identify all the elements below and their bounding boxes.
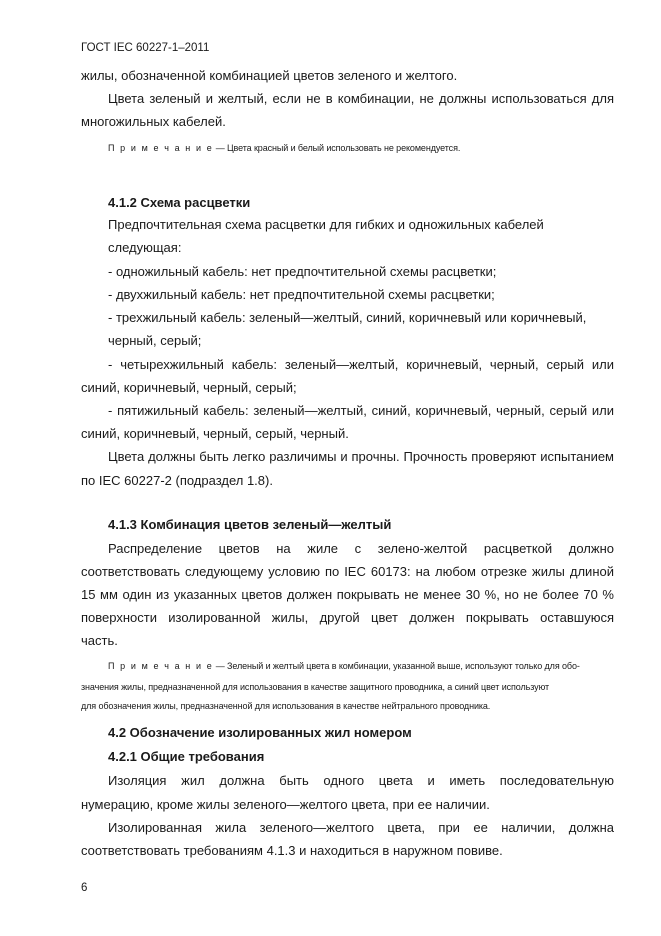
section-4-1-3-heading: 4.1.3 Комбинация цветов зеленый—желтый <box>108 517 392 532</box>
s413-line-4: поверхности изолированной жилы, другой цвет должен покрывать оставшуюся <box>81 610 614 625</box>
s421-line-1: Изоляция жил должна быть одного цвета и иметь последовательную <box>108 773 614 788</box>
s413-line-3: 15 мм один из указанных цветов должен покрывать не менее 30 %, но не более 70 % <box>81 587 614 602</box>
s421-line-4: соответствовать требованиям 4.1.3 и находиться в наружном повиве. <box>81 843 503 858</box>
section-4-1-2-heading: 4.1.2 Схема расцветки <box>108 195 251 210</box>
s413-line-5: часть. <box>81 633 118 648</box>
s412-line-2: следующая: <box>108 240 182 255</box>
s412-line-11: Цвета должны быть легко различимы и прочны. Прочность проверяют испытанием <box>108 449 614 464</box>
note-2-line-1 <box>108 661 580 672</box>
s421-line-3: Изолированная жила зеленого—желтого цвета, при ее наличии, должна <box>108 820 614 835</box>
s412-line-4: - двухжильный кабель: нет предпочтительной схемы расцветки; <box>108 287 495 302</box>
section-4-2-heading: 4.2 Обозначение изолированных жил номером <box>108 725 412 740</box>
s412-line-6: черный, серый; <box>108 333 202 348</box>
s421-line-2: нумерацию, кроме жилы зеленого—желтого цвета, при ее наличии. <box>81 797 490 812</box>
s413-line-1: Распределение цветов на жиле с зелено-желтой расцветкой должно <box>108 541 614 556</box>
page-number: 6 <box>81 882 88 894</box>
note-1-text: — Цвета красный и белый использовать не рекомендуется. <box>213 143 461 153</box>
note-1-label: П р и м е ч а н и е <box>108 143 214 153</box>
s412-line-9: - пятижильный кабель: зеленый—желтый, синий, коричневый, черный, серый или <box>108 403 614 418</box>
intro-line-1: жилы, обозначенной комбинацией цветов зеленого и желтого. <box>81 68 458 83</box>
intro-line-2: Цвета зеленый и желтый, если не в комбинации, не должны использоваться для <box>108 91 614 106</box>
note-2-label: П р и м е ч а н и е <box>108 661 214 671</box>
note-2-text-1: — Зеленый и желтый цвета в комбинации, указанной выше, используют только для обо- <box>213 661 580 671</box>
note-2-line-3: для обозначения жилы, предназначенной для использования в качестве нейтрального проводника. <box>81 701 491 711</box>
s413-line-2: соответствовать следующему условию по IEC 60173: на любом отрезке жилы длиной <box>81 564 614 579</box>
s412-line-8: синий, коричневый, черный, серый; <box>81 380 297 395</box>
note-2-line-2: значения жилы, предназначенной для использования в качестве защитного проводника, а синий цвет используют <box>81 682 550 692</box>
s412-line-10: синий, коричневый, черный, серый, черный. <box>81 426 349 441</box>
document-header: ГОСТ IEC 60227-1–2011 <box>81 42 210 54</box>
intro-line-3: многожильных кабелей. <box>81 114 226 129</box>
note-1 <box>108 143 460 154</box>
section-4-2-1-heading: 4.2.1 Общие требования <box>108 749 265 764</box>
s412-line-3: - одножильный кабель: нет предпочтительной схемы расцветки; <box>108 264 497 279</box>
s412-line-1: Предпочтительная схема расцветки для гибких и одножильных кабелей <box>108 217 544 232</box>
s412-line-5: - трехжильный кабель: зеленый—желтый, синий, коричневый или коричневый, <box>108 310 587 325</box>
s412-line-7: - четырехжильный кабель: зеленый—желтый, коричневый, черный, серый или <box>108 357 614 372</box>
s412-line-12: по IEC 60227-2 (подраздел 1.8). <box>81 473 273 488</box>
